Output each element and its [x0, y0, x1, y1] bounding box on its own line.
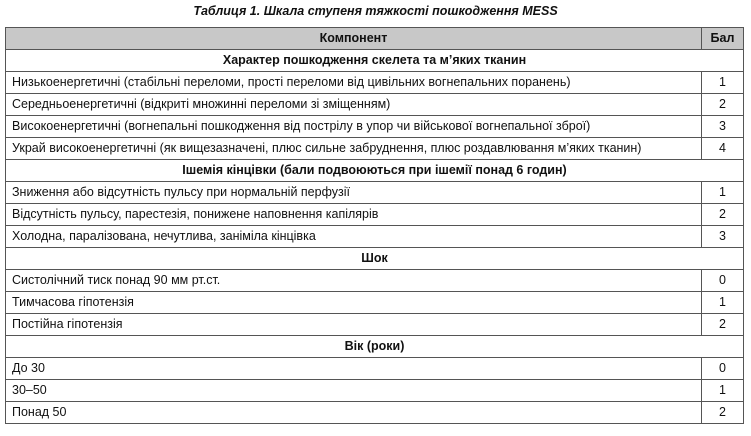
score-cell: 1	[702, 380, 744, 402]
table-row	[6, 402, 744, 424]
component-cell: Понад 50	[6, 402, 702, 424]
score-cell: 0	[702, 270, 744, 292]
section-title-skeletal-soft-tissue: Характер пошкодження скелета та м’яких тканин	[6, 50, 744, 72]
header-component: Компонент	[6, 28, 702, 50]
header-row	[6, 28, 744, 50]
table-row	[6, 94, 744, 116]
component-cell: Тимчасова гіпотензія	[6, 292, 702, 314]
table-row	[6, 314, 744, 336]
section-header-row	[6, 50, 744, 72]
score-cell: 4	[702, 138, 744, 160]
section-header-row	[6, 160, 744, 182]
table-row	[6, 380, 744, 402]
table-row	[6, 292, 744, 314]
section-header-row	[6, 336, 744, 358]
table-row	[6, 138, 744, 160]
component-cell: Високоенергетичні (вогнепальні пошкодження від пострілу в упор чи військової вогнепальної зброї)	[6, 116, 702, 138]
score-cell: 2	[702, 314, 744, 336]
score-cell: 2	[702, 204, 744, 226]
component-cell: До 30	[6, 358, 702, 380]
section-title-age: Вік (роки)	[6, 336, 744, 358]
table-row	[6, 72, 744, 94]
score-cell: 2	[702, 402, 744, 424]
component-cell: Холодна, паралізована, нечутлива, заніміла кінцівка	[6, 226, 702, 248]
header-score: Бал	[702, 28, 744, 50]
table-row	[6, 116, 744, 138]
table-caption: Таблиця 1. Шкала ступеня тяжкості пошкодження MESS	[193, 4, 558, 18]
component-cell: 30–50	[6, 380, 702, 402]
component-cell: Постійна гіпотензія	[6, 314, 702, 336]
table-row	[6, 226, 744, 248]
component-cell: Зниження або відсутність пульсу при нормальній перфузії	[6, 182, 702, 204]
score-cell: 1	[702, 182, 744, 204]
score-cell: 2	[702, 94, 744, 116]
component-cell: Низькоенергетичні (стабільні переломи, прості переломи від цивільних вогнепальних поранень)	[6, 72, 702, 94]
section-title-shock: Шок	[6, 248, 744, 270]
table-row	[6, 204, 744, 226]
component-cell: Відсутність пульсу, парестезія, понижене наповнення капілярів	[6, 204, 702, 226]
section-header-row	[6, 248, 744, 270]
score-cell: 1	[702, 292, 744, 314]
table-row	[6, 358, 744, 380]
score-cell: 3	[702, 226, 744, 248]
component-cell: Середньоенергетичні (відкриті множинні переломи зі зміщенням)	[6, 94, 702, 116]
table-row	[6, 270, 744, 292]
component-cell: Систолічний тиск понад 90 мм рт.ст.	[6, 270, 702, 292]
component-cell: Украй високоенергетичні (як вищезазначені, плюс сильне забруднення, плюс роздавлювання м’яких тканин)	[6, 138, 702, 160]
table-row	[6, 182, 744, 204]
score-cell: 1	[702, 72, 744, 94]
mess-score-table	[5, 27, 744, 424]
score-cell: 0	[702, 358, 744, 380]
score-cell: 3	[702, 116, 744, 138]
section-title-limb-ischemia: Ішемія кінцівки (бали подвоюються при ішемії понад 6 годин)	[6, 160, 744, 182]
